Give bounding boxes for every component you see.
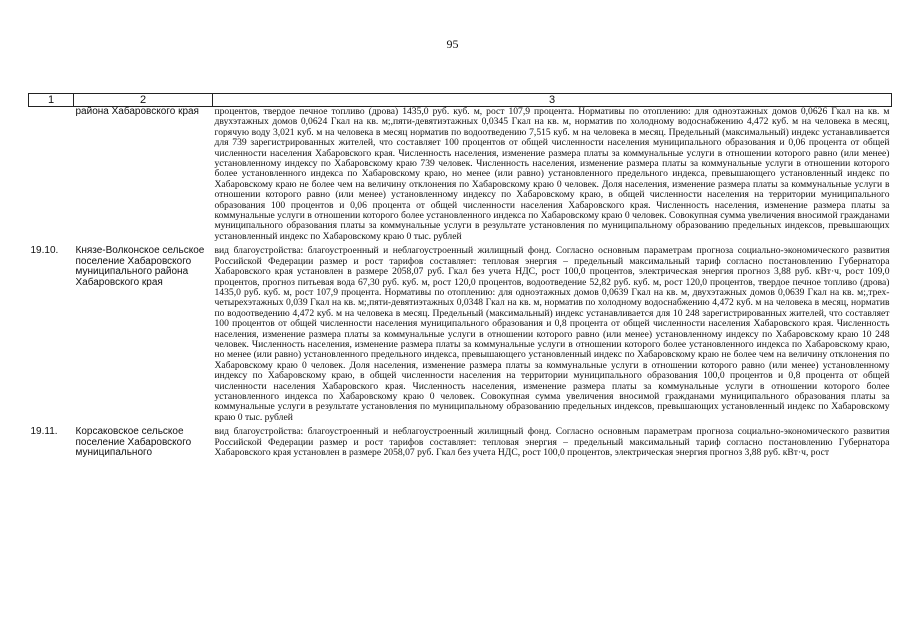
page-number: 95 [446, 37, 459, 51]
tariff-description: процентов, твердое печное топливо (дрова) 1435,0 руб. куб. м, рост 107,9 процента. Нормативы по отоплению: для одноэтажных домов 0,0626 Гкал на кв. м двухэтажных домов 0,0624 Гкал на кв. м;,пяти-девятиэтажных 0,0345 Гкал на кв. м, норматив по холодному водоснабжению 4,472 куб. м на человека в месяц, горячую воду 3,021 куб. м на человека в месяц норматив по водоотведению 7,515 куб. м на человека в месяц. Предельный (максимальный) индекс устанавливается для 739 зарегистрированных жителей, что составляет 100 процентов от общей численности населения муниципального образования и 0,06 процента от общей численности населения Хабаровского края. Численность населения, изменение размера платы за коммунальные услуги в отношении которого равно (или менее) установленному индексу по Хабаровскому краю 739 человек. Численность населения, изменение размера платы за коммунальные услуги в отношении которого более установленного индекса по Хабаровскому краю, но менее (или равно) установленного предельного индекса, превышающего установленный индекс по Хабаровскому краю не более чем на величину отклонения по Хабаровскому краю 0 человек. Доля населения, изменение размера платы за коммунальные услуги в отношении которого равно (или менее) установленному индексу по Хабаровскому краю, в общей численности населения на территории муниципального образования 100 процентов и 0,06 процента от общей численности населения Хабаровского края. Численность населения, изменение размера платы за коммунальные услуги в отношении которого более установленного индекса по Хабаровскому краю 0 человек. Совокупная сумма увеличения вносимой гражданами муниципального образования платы за коммунальные услуги в результате установления по муниципальному образованию предельных индексов, превышающих установленный индекс по Хабаровскому краю 0 тыс. рублей [214, 106, 890, 242]
table-row [29, 242, 892, 423]
column-header-2: 2 [74, 94, 213, 107]
column-header-1: 1 [29, 94, 74, 107]
tariff-description: вид благоустройства: благоустроенный и неблагоустроенный жилищный фонд. Согласно основным параметрам прогноза социально-экономического развития Российской Федерации размер и рост тарифов составляет: тепловая энергия – предельный максимальный тариф согласно постановлению Губернатора Хабаровского края установлен в размере 2058,07 руб. Гкал без учета НДС, рост 100,0 процентов, электрическая энергия прогноз 3,88 руб. кВт·ч, рост [214, 426, 890, 458]
municipality-name: Корсаковское сельское поселение Хабаровского муниципального [75, 426, 192, 459]
row-number: 19.11. [30, 426, 58, 438]
tariff-table [28, 93, 892, 459]
row-number: 19.10. [30, 245, 59, 257]
municipality-name: района Хабаровского края [75, 106, 199, 117]
municipality-name: Князе-Волконское сельское поселение Хабаровского муниципального района Хабаровского края [75, 245, 205, 288]
column-header-3: 3 [213, 94, 892, 107]
row-number [29, 107, 74, 243]
table-row [29, 107, 892, 243]
table-header-row [29, 94, 892, 107]
table-row [29, 423, 892, 459]
tariff-description: вид благоустройства: благоустроенный и неблагоустроенный жилищный фонд. Согласно основным параметрам прогноза социально-экономического развития Российской Федерации размер и рост тарифов составляет: тепловая энергия – предельный максимальный тариф согласно постановлению Губернатора Хабаровского края установлен в размере 2058,07 руб. Гкал без учета НДС, рост 100,0 процентов, электрическая энергия прогноз 3,88 руб. кВт·ч, рост 109,0 процентов, прогноз питьевая вода 67,30 руб. куб. м, рост 120,0 процентов, водоотведение 52,82 руб. куб. м, рост 120,0 процентов, твердое печное топливо (дрова) 1435,0 руб. куб. м, рост 107,9 процента. Нормативы по отоплению: для одноэтажных домов 0,0639 Гкал на кв. м, двухэтажных домов 0,0639 Гкал на кв. м;,трех-четырехэтажных 0,039 Гкал на кв. м;,пяти-девятиэтажных 0,0348 Гкал на кв. м, норматив по холодному водоснабжению 4,472 куб. м на человека в месяц, норматив по водоотведению 4,472 куб. м на человека в месяц. Предельный (максимальный) индекс устанавливается для 10 248 зарегистрированных жителей, что составляет 100 процентов от общей численности населения муниципального образования и 0,8 процента от общей численности населения Хабаровского края. Численность населения, изменение размера платы за коммунальные услуги в отношении которого равно (или менее) установленному индексу по Хабаровскому краю 10 248 человек. Численность населения, изменение размера платы за коммунальные услуги в отношении которого более установленного индекса по Хабаровскому краю, но менее (или равно) установленного предельного индекса, превышающего установленный индекс по Хабаровскому краю не более чем на величину отклонения по Хабаровскому краю 0 человек. Доля населения, изменение размера платы за коммунальные услуги в отношении которого равно (или менее) установленному индексу по Хабаровскому краю, в общей численности населения на территории муниципального образования 100,0 процентов и 0,8 процента от общей численности населения Хабаровского края. Численность населения, изменение размера платы за коммунальные услуги в отношении которого более установленного индекса по Хабаровскому краю 0 человек. Совокупная сумма увеличения вносимой гражданами муниципального образования платы за коммунальные услуги в результате установления по муниципальному образованию предельных индексов, превышающих установленный индекс по Хабаровскому краю 0 тыс. рублей [214, 245, 890, 423]
